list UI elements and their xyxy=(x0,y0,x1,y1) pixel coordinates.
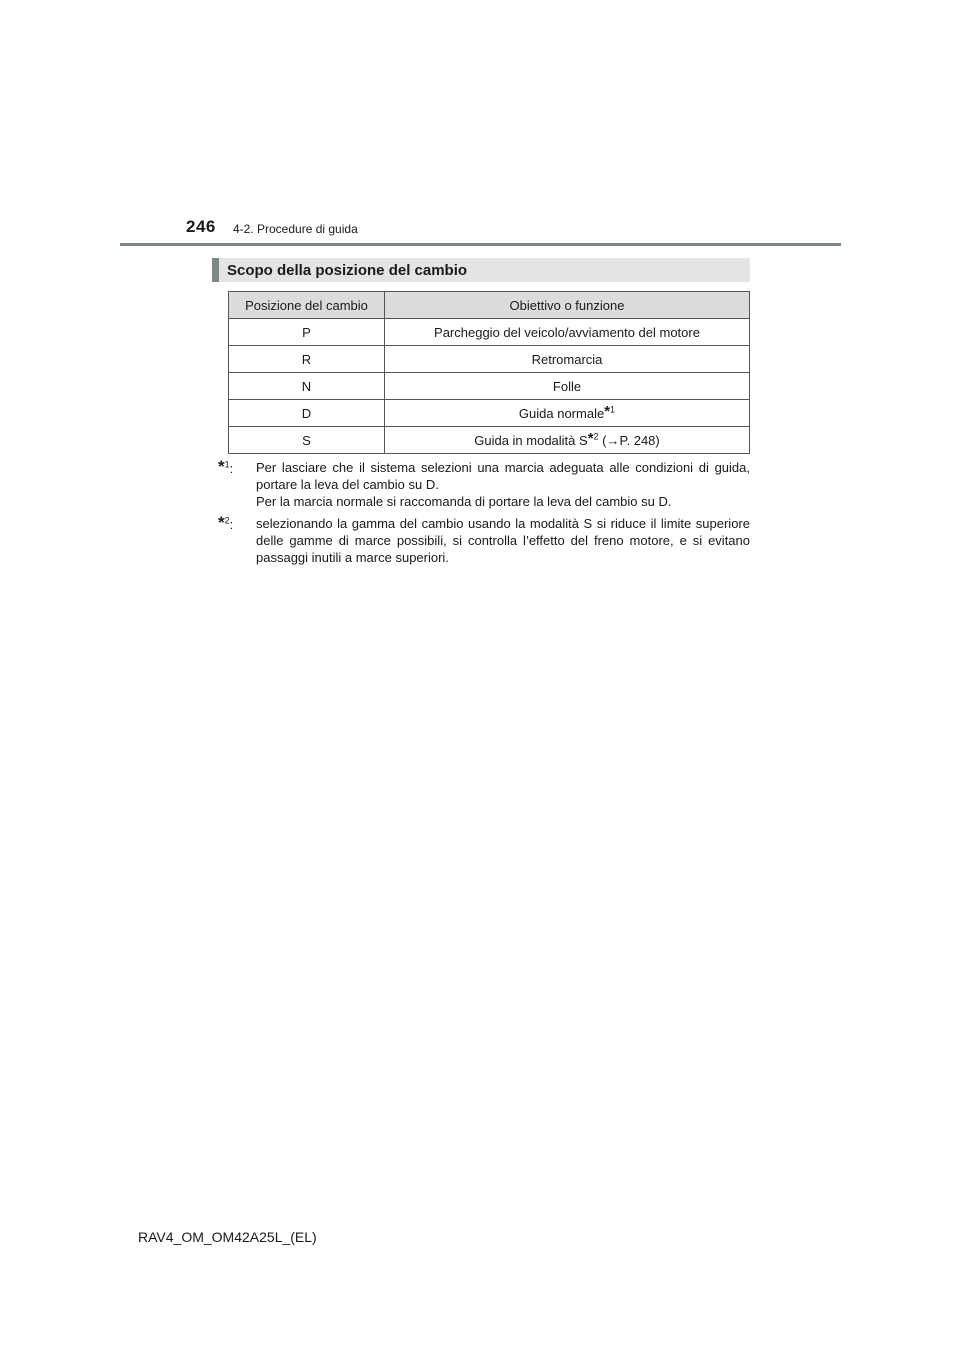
cell-position: R xyxy=(229,346,385,373)
function-text: Guida in modalità S xyxy=(474,432,588,448)
column-header-function: Obiettivo o funzione xyxy=(385,292,750,319)
footnote-text: Per lasciare che il sistema selezioni una marcia adeguata alle condizioni di guida, portare la leva del cambio su D. xyxy=(256,460,750,492)
cell-position: P xyxy=(229,319,385,346)
footnote-asterisk: * xyxy=(218,513,225,532)
cell-function: Parcheggio del veicolo/avviamento del motore xyxy=(385,319,750,346)
footnote-asterisk: * xyxy=(604,402,611,420)
footnote-text: selezionando la gamma del cambio usando la modalità S si riduce il limite superiore delle gamme di marce possibili, si controlla l’effetto del freno motore, e si evitano passaggi inutili a marce superiori. xyxy=(256,516,750,565)
document-code: RAV4_OM_OM42A25L_(EL) xyxy=(138,1229,317,1245)
cell-position: D xyxy=(229,400,385,427)
table-row xyxy=(229,427,750,454)
table-row xyxy=(229,319,750,346)
footnote-text: Per la marcia normale si raccomanda di portare la leva del cambio su D. xyxy=(256,494,672,509)
cell-function xyxy=(385,427,750,454)
footnote-colon: : xyxy=(229,517,234,532)
footnote-ref: 1 xyxy=(610,404,616,415)
shift-position-table xyxy=(228,291,750,454)
section-heading xyxy=(212,258,750,282)
cell-position: S xyxy=(229,427,385,454)
function-text: Guida normale xyxy=(518,405,605,421)
section-title: Scopo della posizione del cambio xyxy=(227,261,468,279)
cell-function: Folle xyxy=(385,373,750,400)
footnote-colon: : xyxy=(229,461,234,476)
footnote-ref: 2 xyxy=(593,431,599,442)
footnote-body xyxy=(256,515,750,566)
footnote-asterisk: * xyxy=(587,429,594,447)
footnote-mark xyxy=(218,459,256,510)
footnote-number: 2 xyxy=(224,515,230,526)
page-number: 246 xyxy=(186,217,216,236)
cell-function xyxy=(385,400,750,427)
cell-position: N xyxy=(229,373,385,400)
footnote-item xyxy=(218,515,750,566)
footnote-body xyxy=(256,459,750,510)
cell-function: Retromarcia xyxy=(385,346,750,373)
footnote-mark xyxy=(218,515,256,566)
page-reference: (→P. 248) xyxy=(602,432,660,448)
header-rule xyxy=(120,243,841,246)
table-row xyxy=(229,346,750,373)
section-path: 4-2. Procedure di guida xyxy=(233,222,358,236)
footnote-item xyxy=(218,459,750,510)
footnote-asterisk: * xyxy=(218,457,225,476)
table-row xyxy=(229,373,750,400)
column-header-position: Posizione del cambio xyxy=(229,292,385,319)
footnotes xyxy=(218,459,750,571)
footnote-number: 1 xyxy=(224,459,230,470)
table-row xyxy=(229,400,750,427)
table-header-row xyxy=(229,292,750,319)
